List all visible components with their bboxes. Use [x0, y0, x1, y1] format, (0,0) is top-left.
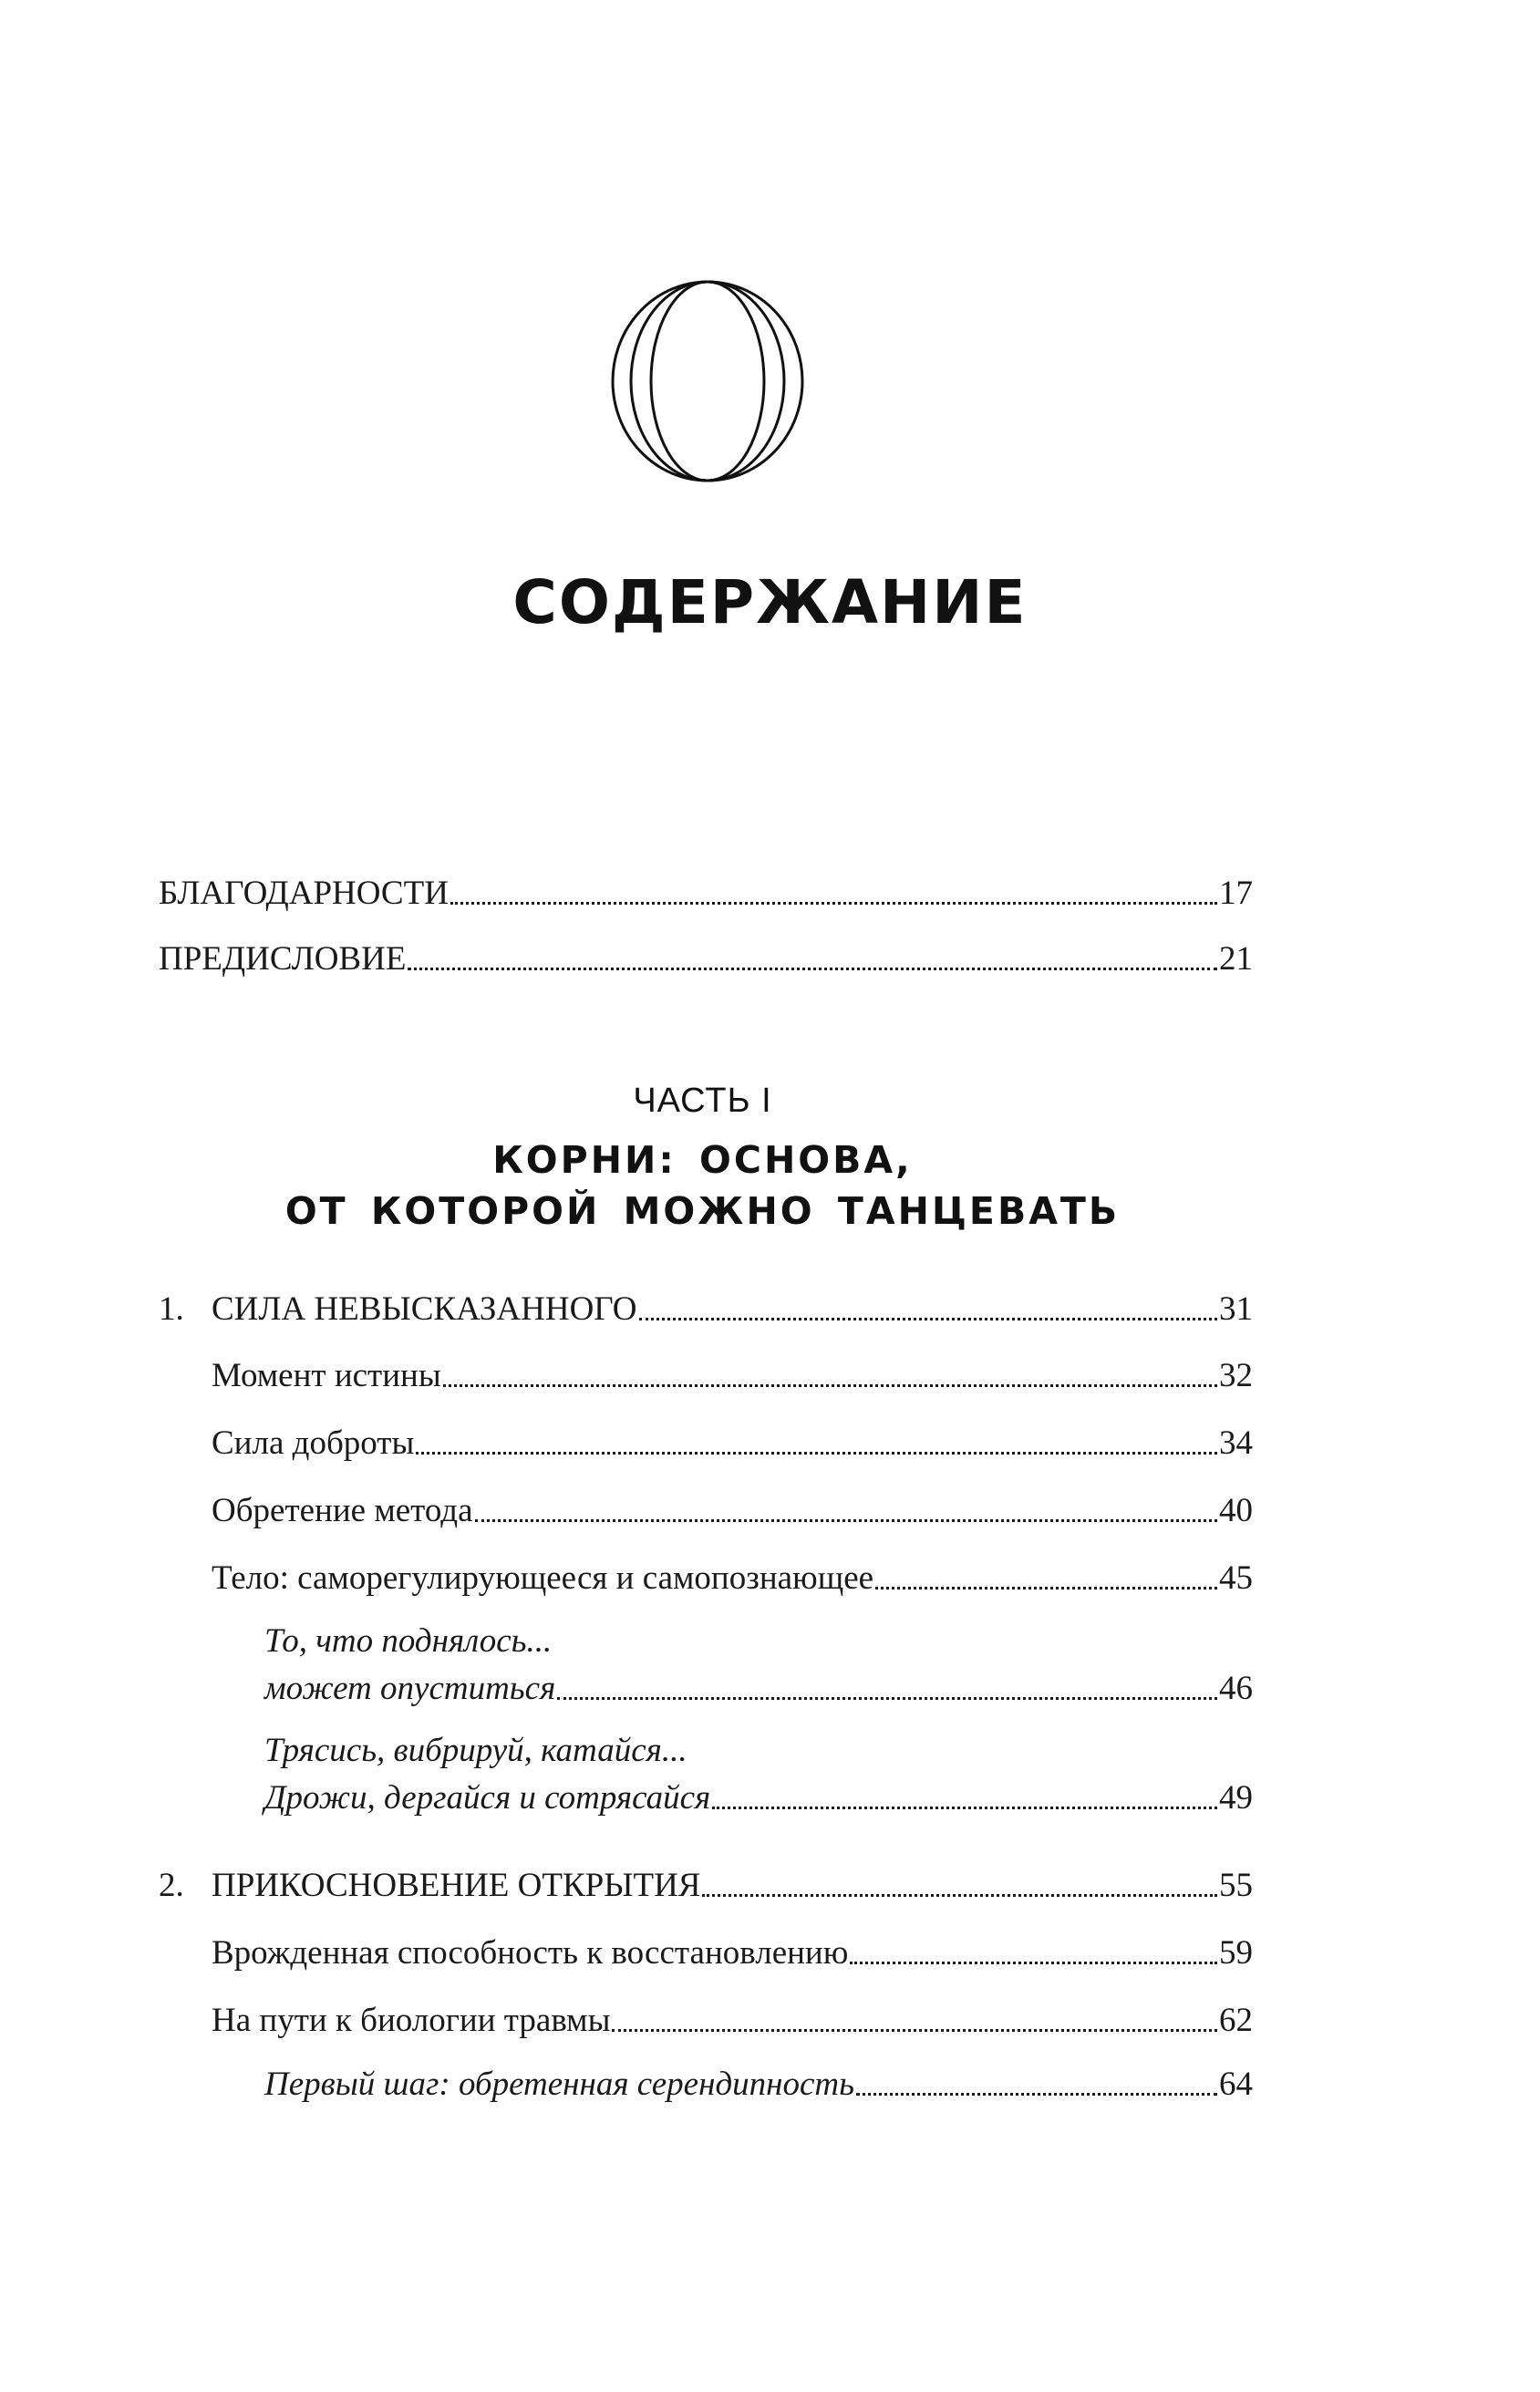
chapter-title: СИЛА НЕВЫСКАЗАННОГО: [212, 1290, 637, 1328]
toc-section[interactable]: [212, 1933, 1253, 1973]
toc-section[interactable]: [212, 2001, 1253, 2040]
section-page: 59: [1219, 1934, 1253, 1972]
chapter-page: 55: [1219, 1867, 1253, 1904]
section-page: 34: [1219, 1424, 1253, 1462]
dot-leader: [475, 1519, 1217, 1522]
section-title: Обретение метода: [212, 1492, 473, 1529]
dot-leader: [408, 968, 1217, 970]
section-title: Тело: саморегулирующееся и самопознающее: [212, 1559, 874, 1597]
dot-leader: [850, 1962, 1217, 1964]
toc-section[interactable]: [212, 1424, 1253, 1463]
subsection-title-line-1: Трясись, вибрируй, катайся...: [264, 1732, 687, 1769]
chapter-number: 2.: [159, 1867, 184, 1904]
section-page: 45: [1219, 1559, 1253, 1597]
subsection-title-line-2: может опуститься: [264, 1670, 556, 1707]
dot-leader: [712, 1807, 1217, 1809]
dot-leader: [450, 902, 1217, 905]
part-label: ЧАСТЬ I: [633, 1082, 772, 1120]
triple-ellipse-icon: [609, 278, 806, 484]
page-title: СОДЕРЖАНИЕ: [512, 567, 1028, 637]
dot-leader: [702, 1894, 1217, 1897]
toc-subsection[interactable]: [264, 1669, 1253, 1708]
subsection-page: 46: [1219, 1670, 1253, 1707]
toc-section[interactable]: [212, 1558, 1253, 1598]
toc-subsection[interactable]: [264, 2065, 1253, 2104]
toc-entry-label: БЛАГОДАРНОСТИ: [159, 875, 449, 912]
toc-section[interactable]: [212, 1356, 1253, 1395]
toc-chapter-1[interactable]: [159, 1289, 1253, 1329]
section-page: 32: [1219, 1357, 1253, 1394]
dot-leader: [416, 1452, 1217, 1455]
subsection-page: 64: [1219, 2066, 1253, 2103]
toc-chapter-2[interactable]: [159, 1866, 1253, 1905]
part-title-line-1: КОРНИ: ОСНОВА,: [492, 1138, 913, 1182]
toc-subsection[interactable]: [264, 1778, 1253, 1817]
toc-entry-preface[interactable]: [159, 939, 1253, 979]
chapter-number: 1.: [159, 1290, 184, 1328]
section-title: Врожденная способность к восстановлению: [212, 1934, 849, 1972]
toc-entry-acknowledgements[interactable]: [159, 874, 1253, 913]
subsection-title-line-2: Дрожи, дергайся и сотрясайся: [264, 1779, 711, 1817]
part-title-line-2: ОТ КОТОРОЙ МОЖНО ТАНЦЕВАТЬ: [284, 1189, 1121, 1233]
subsection-page: 49: [1219, 1779, 1253, 1817]
subsection-title-line-1: То, что поднялось...: [264, 1622, 553, 1660]
toc-entry-page: 17: [1219, 875, 1253, 912]
section-title: Сила доброты: [212, 1424, 415, 1462]
dot-leader: [856, 2093, 1217, 2096]
dot-leader: [443, 1384, 1217, 1387]
section-title: На пути к биологии травмы: [212, 2002, 611, 2039]
toc-section[interactable]: [212, 1491, 1253, 1530]
section-title: Момент истины: [212, 1357, 441, 1394]
dot-leader: [875, 1587, 1217, 1589]
dot-leader: [612, 2029, 1217, 2032]
chapter-page: 31: [1219, 1290, 1253, 1328]
dot-leader: [639, 1318, 1218, 1320]
chapter-title: ПРИКОСНОВЕНИЕ ОТКРЫТИЯ: [212, 1867, 701, 1904]
subsection-title: Первый шаг: обретенная серендипность: [264, 2066, 854, 2103]
toc-entry-page: 21: [1219, 940, 1253, 978]
toc-entry-label: ПРЕДИСЛОВИЕ: [159, 940, 407, 978]
section-page: 62: [1219, 2002, 1253, 2039]
section-page: 40: [1219, 1492, 1253, 1529]
dot-leader: [557, 1697, 1217, 1700]
